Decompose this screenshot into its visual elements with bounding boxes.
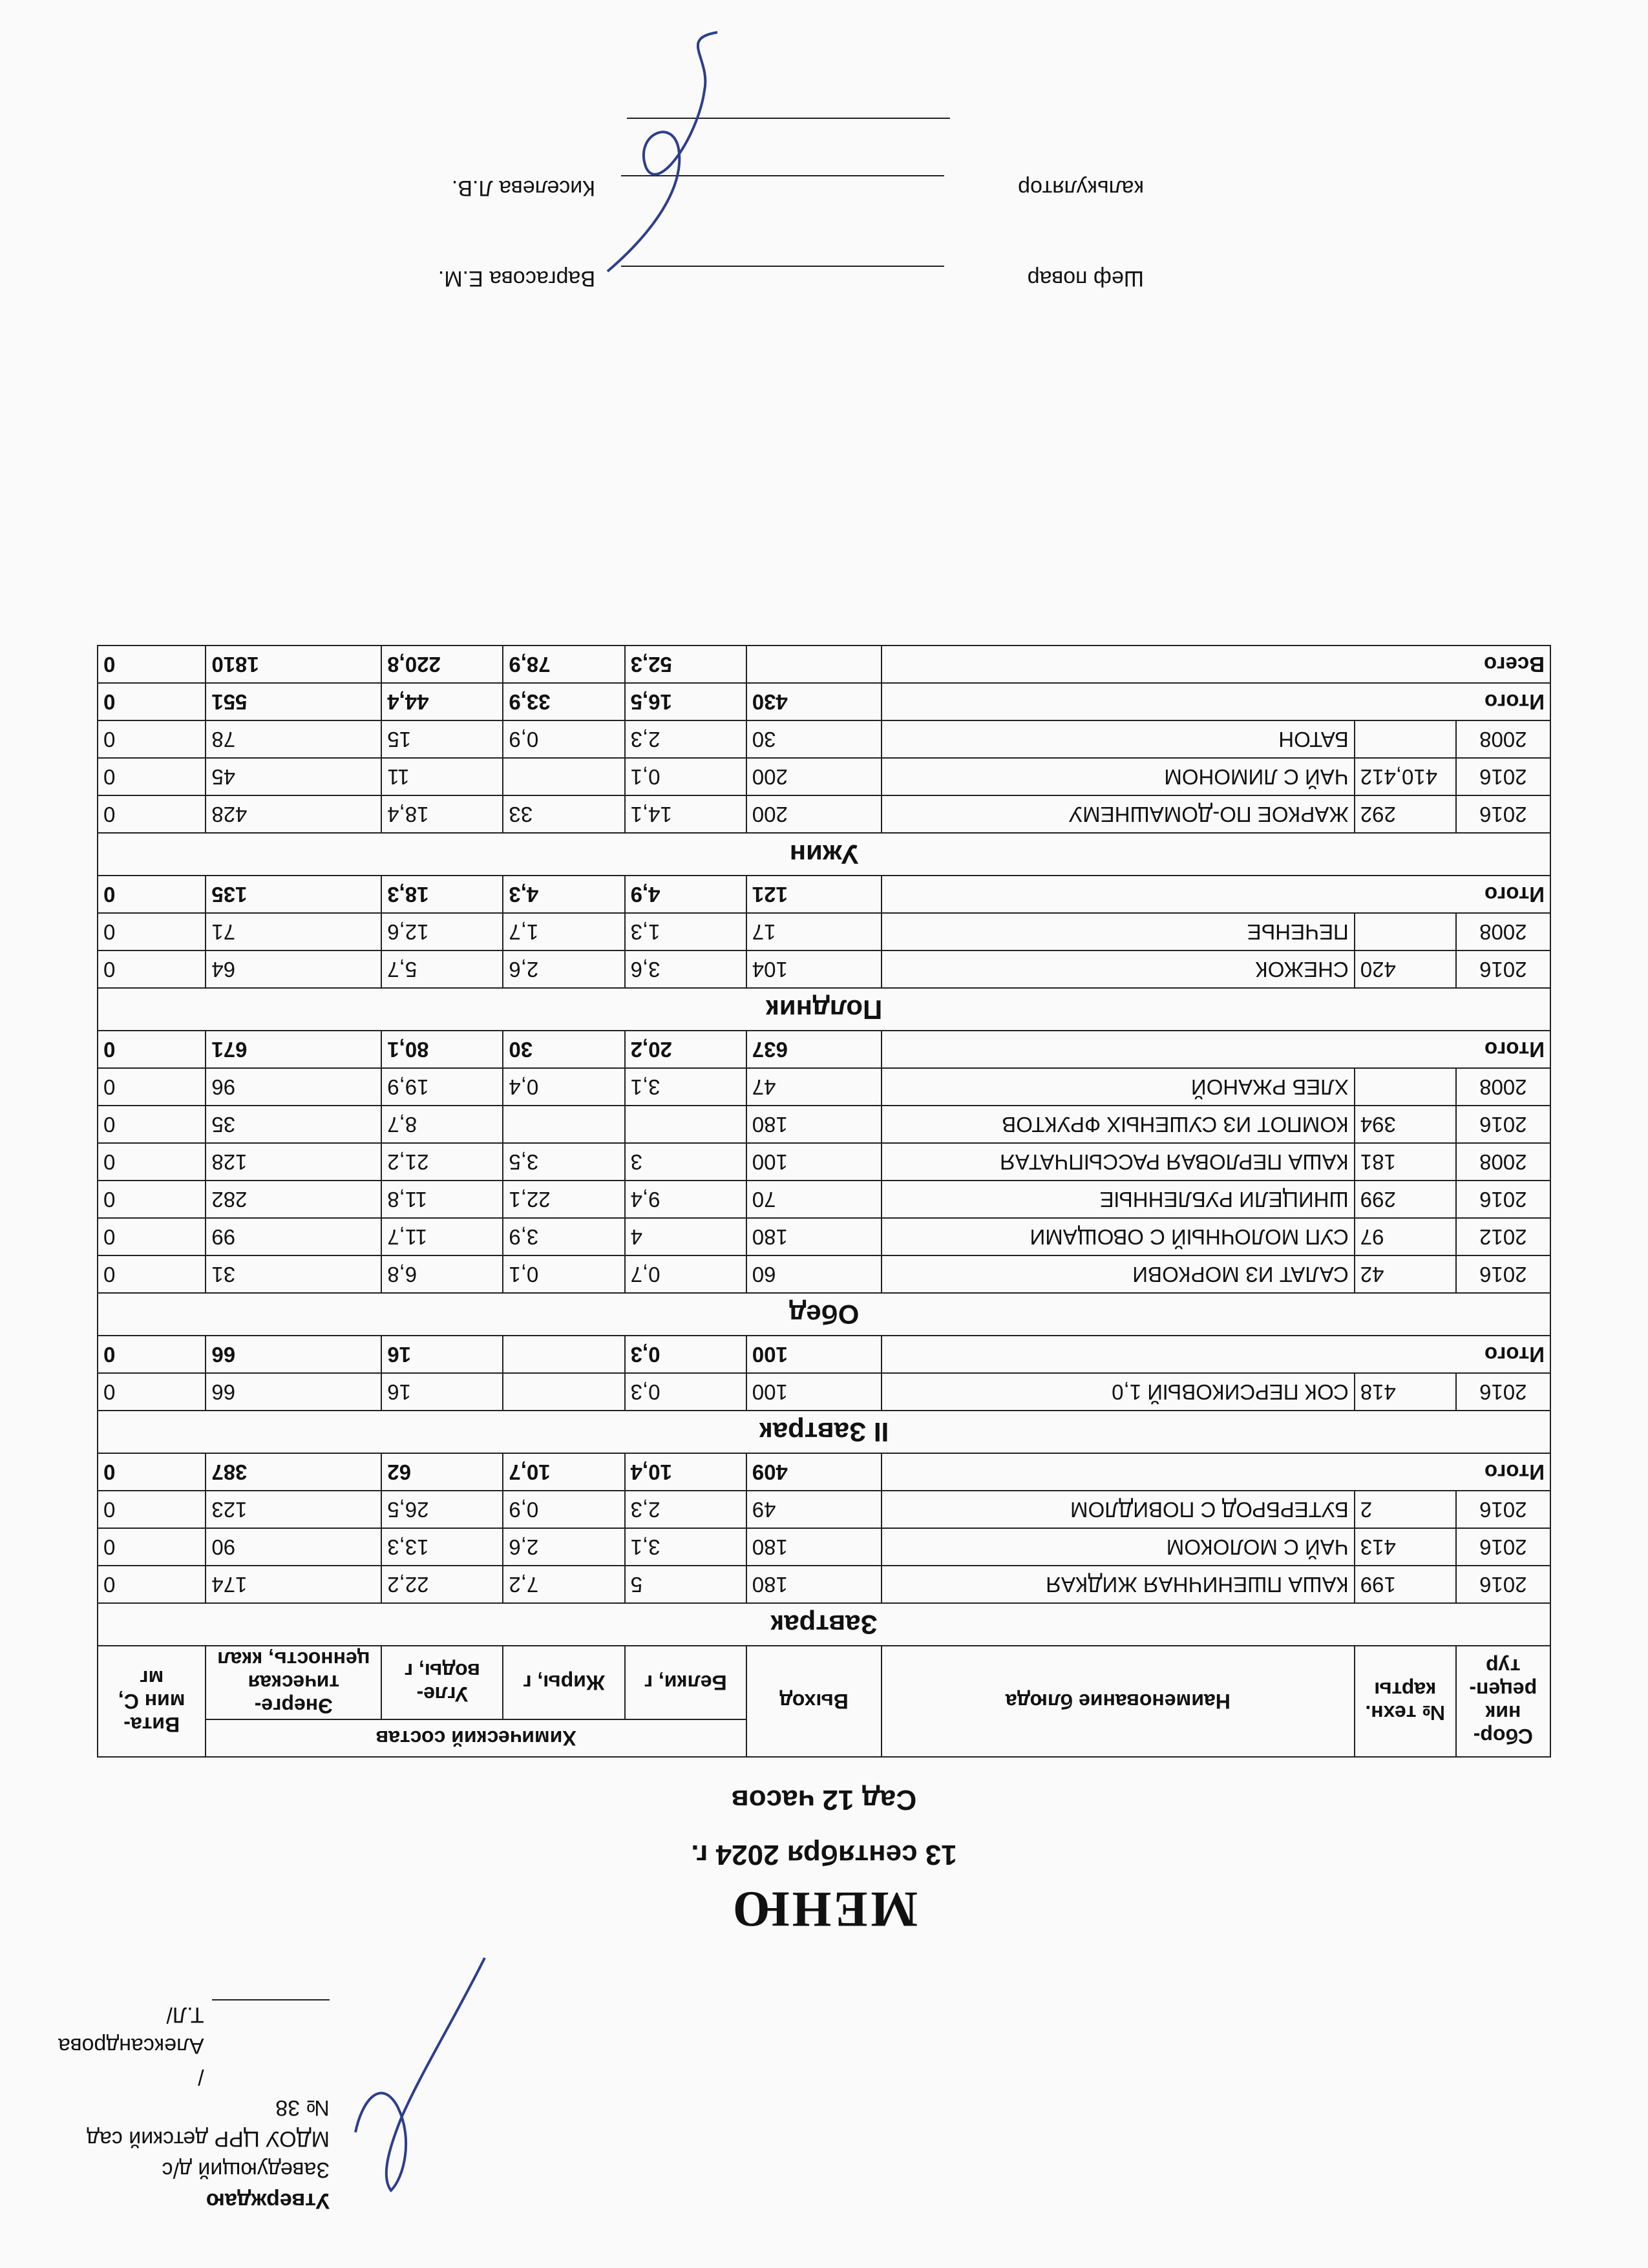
total-carb: 16 [381, 1336, 503, 1373]
menu-group: Сад 12 часов [731, 1784, 917, 1816]
energy-cell: 282 [206, 1181, 381, 1218]
approval-block [58, 1999, 330, 2216]
carb-cell: 15 [381, 720, 503, 758]
total-energy: 671 [206, 1031, 381, 1068]
card-cell: 292 [1355, 795, 1456, 833]
meal-header-row [98, 1293, 1550, 1336]
carb-cell: 11,7 [381, 1218, 503, 1255]
total-carb: 18,3 [381, 876, 503, 913]
vitamin-cell: 0 [98, 1491, 206, 1528]
collection-cell: 2016 [1456, 1106, 1550, 1143]
dish-name-cell: КАША ПЕРЛОВАЯ РАССЫПЧАТАЯ [882, 1143, 1355, 1181]
protein-cell: 2,3 [625, 1491, 746, 1528]
card-cell: 199 [1355, 1566, 1456, 1603]
carb-cell: 5,7 [381, 950, 503, 988]
approval-signer: /Александрова Т.Л/ [58, 2002, 204, 2089]
total-row [98, 1453, 1550, 1491]
total-output: 100 [746, 1336, 882, 1373]
output-cell: 17 [746, 913, 882, 950]
total-vitamin: 0 [98, 876, 206, 913]
fat-cell [503, 758, 624, 795]
output-cell: 49 [746, 1491, 882, 1528]
col-carb: Угле-воды, г [381, 1646, 503, 1719]
approval-title: Утверждаю [206, 2189, 330, 2213]
carb-cell: 22,2 [381, 1566, 503, 1603]
total-carb: 44,4 [381, 683, 503, 720]
grand-total-row [98, 646, 1550, 683]
grand-total-output [746, 646, 882, 683]
output-cell: 30 [746, 720, 882, 758]
protein-cell: 3,1 [625, 1068, 746, 1106]
total-fat: 30 [503, 1031, 624, 1068]
dish-name-cell: ШНИЦЕЛИ РУБЛЕННЫЕ [882, 1181, 1355, 1218]
output-cell: 100 [746, 1143, 882, 1181]
carb-cell: 12,6 [381, 913, 503, 950]
fat-cell [503, 1106, 624, 1143]
carb-cell: 11,8 [381, 1181, 503, 1218]
total-row [98, 683, 1550, 720]
dish-name-cell: СНЕЖОК [882, 950, 1355, 988]
protein-cell: 4 [625, 1218, 746, 1255]
fat-cell: 0,4 [503, 1068, 624, 1106]
energy-cell: 96 [206, 1068, 381, 1106]
table-body [98, 646, 1550, 1646]
dish-name-cell: СУП МОЛОЧНЫЙ С ОВОЩАМИ [882, 1218, 1355, 1255]
energy-cell: 128 [206, 1143, 381, 1181]
approval-signature-row [58, 1999, 330, 2092]
collection-cell: 2016 [1456, 1181, 1550, 1218]
col-chem: Химический состав [206, 1719, 746, 1757]
carb-cell: 18,4 [381, 795, 503, 833]
energy-cell: 428 [206, 795, 381, 833]
total-fat: 10,7 [503, 1453, 624, 1491]
fat-cell: 33 [503, 795, 624, 833]
total-output: 637 [746, 1031, 882, 1068]
card-cell: 2 [1355, 1491, 1456, 1528]
staff-signature [575, 26, 756, 284]
vitamin-cell: 0 [98, 913, 206, 950]
protein-cell: 2,3 [625, 720, 746, 758]
card-cell: 420 [1355, 950, 1456, 988]
total-energy: 387 [206, 1453, 381, 1491]
table-row [98, 1491, 1550, 1528]
collection-cell: 2008 [1456, 1068, 1550, 1106]
energy-cell: 64 [206, 950, 381, 988]
protein-cell: 9,4 [625, 1181, 746, 1218]
dish-name-cell: ХЛЕБ РЖАНОЙ [882, 1068, 1355, 1106]
grand-total-label: Всего [882, 646, 1550, 683]
card-cell: 97 [1355, 1218, 1456, 1255]
output-cell: 180 [746, 1106, 882, 1143]
total-row [98, 1336, 1550, 1373]
total-row [98, 876, 1550, 913]
table-row [98, 795, 1550, 833]
meal-title: Обед [98, 1293, 1550, 1336]
output-cell: 47 [746, 1068, 882, 1106]
table-row [98, 950, 1550, 988]
menu-title: МЕНЮ [730, 1882, 918, 1938]
vitamin-cell: 0 [98, 720, 206, 758]
total-vitamin: 0 [98, 1453, 206, 1491]
carb-cell: 16 [381, 1373, 503, 1411]
card-cell: 299 [1355, 1181, 1456, 1218]
col-output: Выход [746, 1646, 882, 1757]
collection-cell: 2008 [1456, 720, 1550, 758]
total-vitamin: 0 [98, 683, 206, 720]
table-row [98, 1218, 1550, 1255]
vitamin-cell: 0 [98, 1106, 206, 1143]
total-row [98, 1031, 1550, 1068]
vitamin-cell: 0 [98, 1528, 206, 1566]
dish-name-cell: ЧАЙ С МОЛОКОМ [882, 1528, 1355, 1566]
energy-cell: 71 [206, 913, 381, 950]
protein-cell: 0,3 [625, 1373, 746, 1411]
total-protein: 16,5 [625, 683, 746, 720]
total-fat: 33,9 [503, 683, 624, 720]
energy-cell: 174 [206, 1566, 381, 1603]
col-card: № техн. карты [1355, 1646, 1456, 1757]
meal-header-row [98, 988, 1550, 1031]
protein-cell: 5 [625, 1566, 746, 1603]
table-row [98, 913, 1550, 950]
total-energy: 551 [206, 683, 381, 720]
calculator-role: калькулятор [1018, 176, 1144, 200]
output-cell: 104 [746, 950, 882, 988]
vitamin-cell: 0 [98, 758, 206, 795]
collection-cell: 2016 [1456, 1491, 1550, 1528]
energy-cell: 99 [206, 1218, 381, 1255]
fat-cell: 2,6 [503, 950, 624, 988]
fat-cell: 0,9 [503, 720, 624, 758]
fat-cell: 7,2 [503, 1566, 624, 1603]
output-cell: 60 [746, 1255, 882, 1293]
table-row [98, 720, 1550, 758]
dish-name-cell: КОМПОТ ИЗ СУШЕНЫХ ФРУКТОВ [882, 1106, 1355, 1143]
carb-cell: 26,5 [381, 1491, 503, 1528]
col-protein: Белки, г [625, 1646, 746, 1719]
protein-cell: 3,1 [625, 1528, 746, 1566]
chef-name: Варгасова Е.М. [438, 266, 596, 291]
vitamin-cell: 0 [98, 1373, 206, 1411]
fat-cell: 1,7 [503, 913, 624, 950]
protein-cell: 14,1 [625, 795, 746, 833]
collection-cell: 2008 [1456, 1143, 1550, 1181]
meal-title: Полдник [98, 988, 1550, 1031]
energy-cell: 78 [206, 720, 381, 758]
total-energy: 66 [206, 1336, 381, 1373]
card-cell [1355, 1068, 1456, 1106]
card-cell: 413 [1355, 1528, 1456, 1566]
director-signature [304, 1945, 511, 2216]
chef-signature-row [438, 266, 1144, 291]
collection-cell: 2012 [1456, 1218, 1550, 1255]
protein-cell: 3 [625, 1143, 746, 1181]
total-fat: 4,3 [503, 876, 624, 913]
energy-cell: 66 [206, 1373, 381, 1411]
approval-organization: МДОУ ЦРР детский сад № 38 [87, 2095, 330, 2151]
fat-cell: 22,1 [503, 1181, 624, 1218]
dish-name-cell: САЛАТ ИЗ МОРКОВИ [882, 1255, 1355, 1293]
collection-cell: 2016 [1456, 795, 1550, 833]
meal-header-row [98, 833, 1550, 876]
dish-name-cell: КАША ПШЕНИЧНАЯ ЖИДКАЯ [882, 1566, 1355, 1603]
protein-cell: 1,3 [625, 913, 746, 950]
energy-cell: 31 [206, 1255, 381, 1293]
fat-cell: 0,1 [503, 1255, 624, 1293]
total-label: Итого [882, 876, 1550, 913]
meal-title: II Завтрак [98, 1411, 1550, 1453]
total-label: Итого [882, 683, 1550, 720]
output-cell: 180 [746, 1218, 882, 1255]
vitamin-cell: 0 [98, 1143, 206, 1181]
grand-total-vitamin: 0 [98, 646, 206, 683]
carb-cell: 11 [381, 758, 503, 795]
table-header [98, 1646, 1550, 1757]
dish-name-cell: СОК ПЕРСИКОВЫЙ 1,0 [882, 1373, 1355, 1411]
card-cell [1355, 913, 1456, 950]
table-row [98, 1106, 1550, 1143]
protein-cell [625, 1106, 746, 1143]
total-protein: 4,9 [625, 876, 746, 913]
card-cell: 42 [1355, 1255, 1456, 1293]
collection-cell: 2008 [1456, 913, 1550, 950]
fat-cell: 3,9 [503, 1218, 624, 1255]
fat-cell: 3,5 [503, 1143, 624, 1181]
output-cell: 100 [746, 1373, 882, 1411]
vitamin-cell: 0 [98, 1218, 206, 1255]
collection-cell: 2016 [1456, 1373, 1550, 1411]
col-fat: Жиры, г [503, 1646, 624, 1719]
output-cell: 200 [746, 758, 882, 795]
table-row [98, 1373, 1550, 1411]
output-cell: 70 [746, 1181, 882, 1218]
col-energy: Энерге-тическая ценность, ккал [206, 1646, 381, 1719]
meal-title: Завтрак [98, 1603, 1550, 1646]
table-row [98, 1255, 1550, 1293]
grand-total-fat: 78,9 [503, 646, 624, 683]
dish-name-cell: БУТЕРБРОД С ПОВИДЛОМ [882, 1491, 1355, 1528]
approval-position: Заведующий д/с [162, 2158, 330, 2182]
vitamin-cell: 0 [98, 1068, 206, 1106]
card-cell: 418 [1355, 1373, 1456, 1411]
protein-cell: 0,1 [625, 758, 746, 795]
vitamin-cell: 0 [98, 795, 206, 833]
meal-header-row [98, 1411, 1550, 1453]
protein-cell: 3,6 [625, 950, 746, 988]
energy-cell: 35 [206, 1106, 381, 1143]
grand-total-protein: 52,3 [625, 646, 746, 683]
grand-total-energy: 1810 [206, 646, 381, 683]
collection-cell: 2016 [1456, 1255, 1550, 1293]
calculator-name: Киселева Л.В. [451, 176, 596, 200]
col-vitamin: Вита-мин С, мг [98, 1646, 206, 1757]
vitamin-cell: 0 [98, 1566, 206, 1603]
fat-cell [503, 1373, 624, 1411]
total-carb: 80,1 [381, 1031, 503, 1068]
protein-cell: 0,7 [625, 1255, 746, 1293]
card-cell: 394 [1355, 1106, 1456, 1143]
collection-cell: 2016 [1456, 950, 1550, 988]
total-label: Итого [882, 1453, 1550, 1491]
total-carb: 62 [381, 1453, 503, 1491]
total-energy: 135 [206, 876, 381, 913]
output-cell: 180 [746, 1528, 882, 1566]
table-row [98, 1181, 1550, 1218]
menu-date: 13 сентября 2024 г. [691, 1839, 957, 1871]
total-protein: 20,2 [625, 1031, 746, 1068]
collection-cell: 2016 [1456, 1566, 1550, 1603]
dish-name-cell: БАТОН [882, 720, 1355, 758]
meal-header-row [98, 1603, 1550, 1646]
table-row [98, 1566, 1550, 1603]
total-vitamin: 0 [98, 1336, 206, 1373]
vitamin-cell: 0 [98, 950, 206, 988]
carb-cell: 19,9 [381, 1068, 503, 1106]
dish-name-cell: ПЕЧЕНЬЕ [882, 913, 1355, 950]
carb-cell: 6,8 [381, 1255, 503, 1293]
col-collection: Сбор-ник рецеп-тур [1456, 1646, 1550, 1757]
total-protein: 0,3 [625, 1336, 746, 1373]
carb-cell: 21,2 [381, 1143, 503, 1181]
card-cell: 181 [1355, 1143, 1456, 1181]
energy-cell: 123 [206, 1491, 381, 1528]
col-dish: Наименование блюда [882, 1646, 1355, 1757]
carb-cell: 8,7 [381, 1106, 503, 1143]
total-label: Итого [882, 1031, 1550, 1068]
vitamin-cell: 0 [98, 1255, 206, 1293]
total-output: 409 [746, 1453, 882, 1491]
table-row [98, 1143, 1550, 1181]
meal-title: Ужин [98, 833, 1550, 876]
collection-cell: 2016 [1456, 758, 1550, 795]
carb-cell: 13,3 [381, 1528, 503, 1566]
total-output: 121 [746, 876, 882, 913]
calculator-signature-row [452, 175, 1144, 200]
fat-cell: 2,6 [503, 1528, 624, 1566]
dish-name-cell: ЖАРКОЕ ПО-ДОМАШНЕМУ [882, 795, 1355, 833]
card-cell: 410,412 [1355, 758, 1456, 795]
menu-table [97, 645, 1551, 1758]
card-cell [1355, 720, 1456, 758]
total-protein: 10,4 [625, 1453, 746, 1491]
energy-cell: 90 [206, 1528, 381, 1566]
table-row [98, 1528, 1550, 1566]
total-fat [503, 1336, 624, 1373]
grand-total-carb: 220,8 [381, 646, 503, 683]
total-output: 430 [746, 683, 882, 720]
output-cell: 180 [746, 1566, 882, 1603]
total-vitamin: 0 [98, 1031, 206, 1068]
vitamin-cell: 0 [98, 1181, 206, 1218]
output-cell: 200 [746, 795, 882, 833]
energy-cell: 45 [206, 758, 381, 795]
collection-cell: 2016 [1456, 1528, 1550, 1566]
dish-name-cell: ЧАЙ С ЛИМОНОМ [882, 758, 1355, 795]
table-row [98, 758, 1550, 795]
total-label: Итого [882, 1336, 1550, 1373]
chef-role: Шеф повар [1027, 266, 1144, 291]
table-row [98, 1068, 1550, 1106]
fat-cell: 0,9 [503, 1491, 624, 1528]
